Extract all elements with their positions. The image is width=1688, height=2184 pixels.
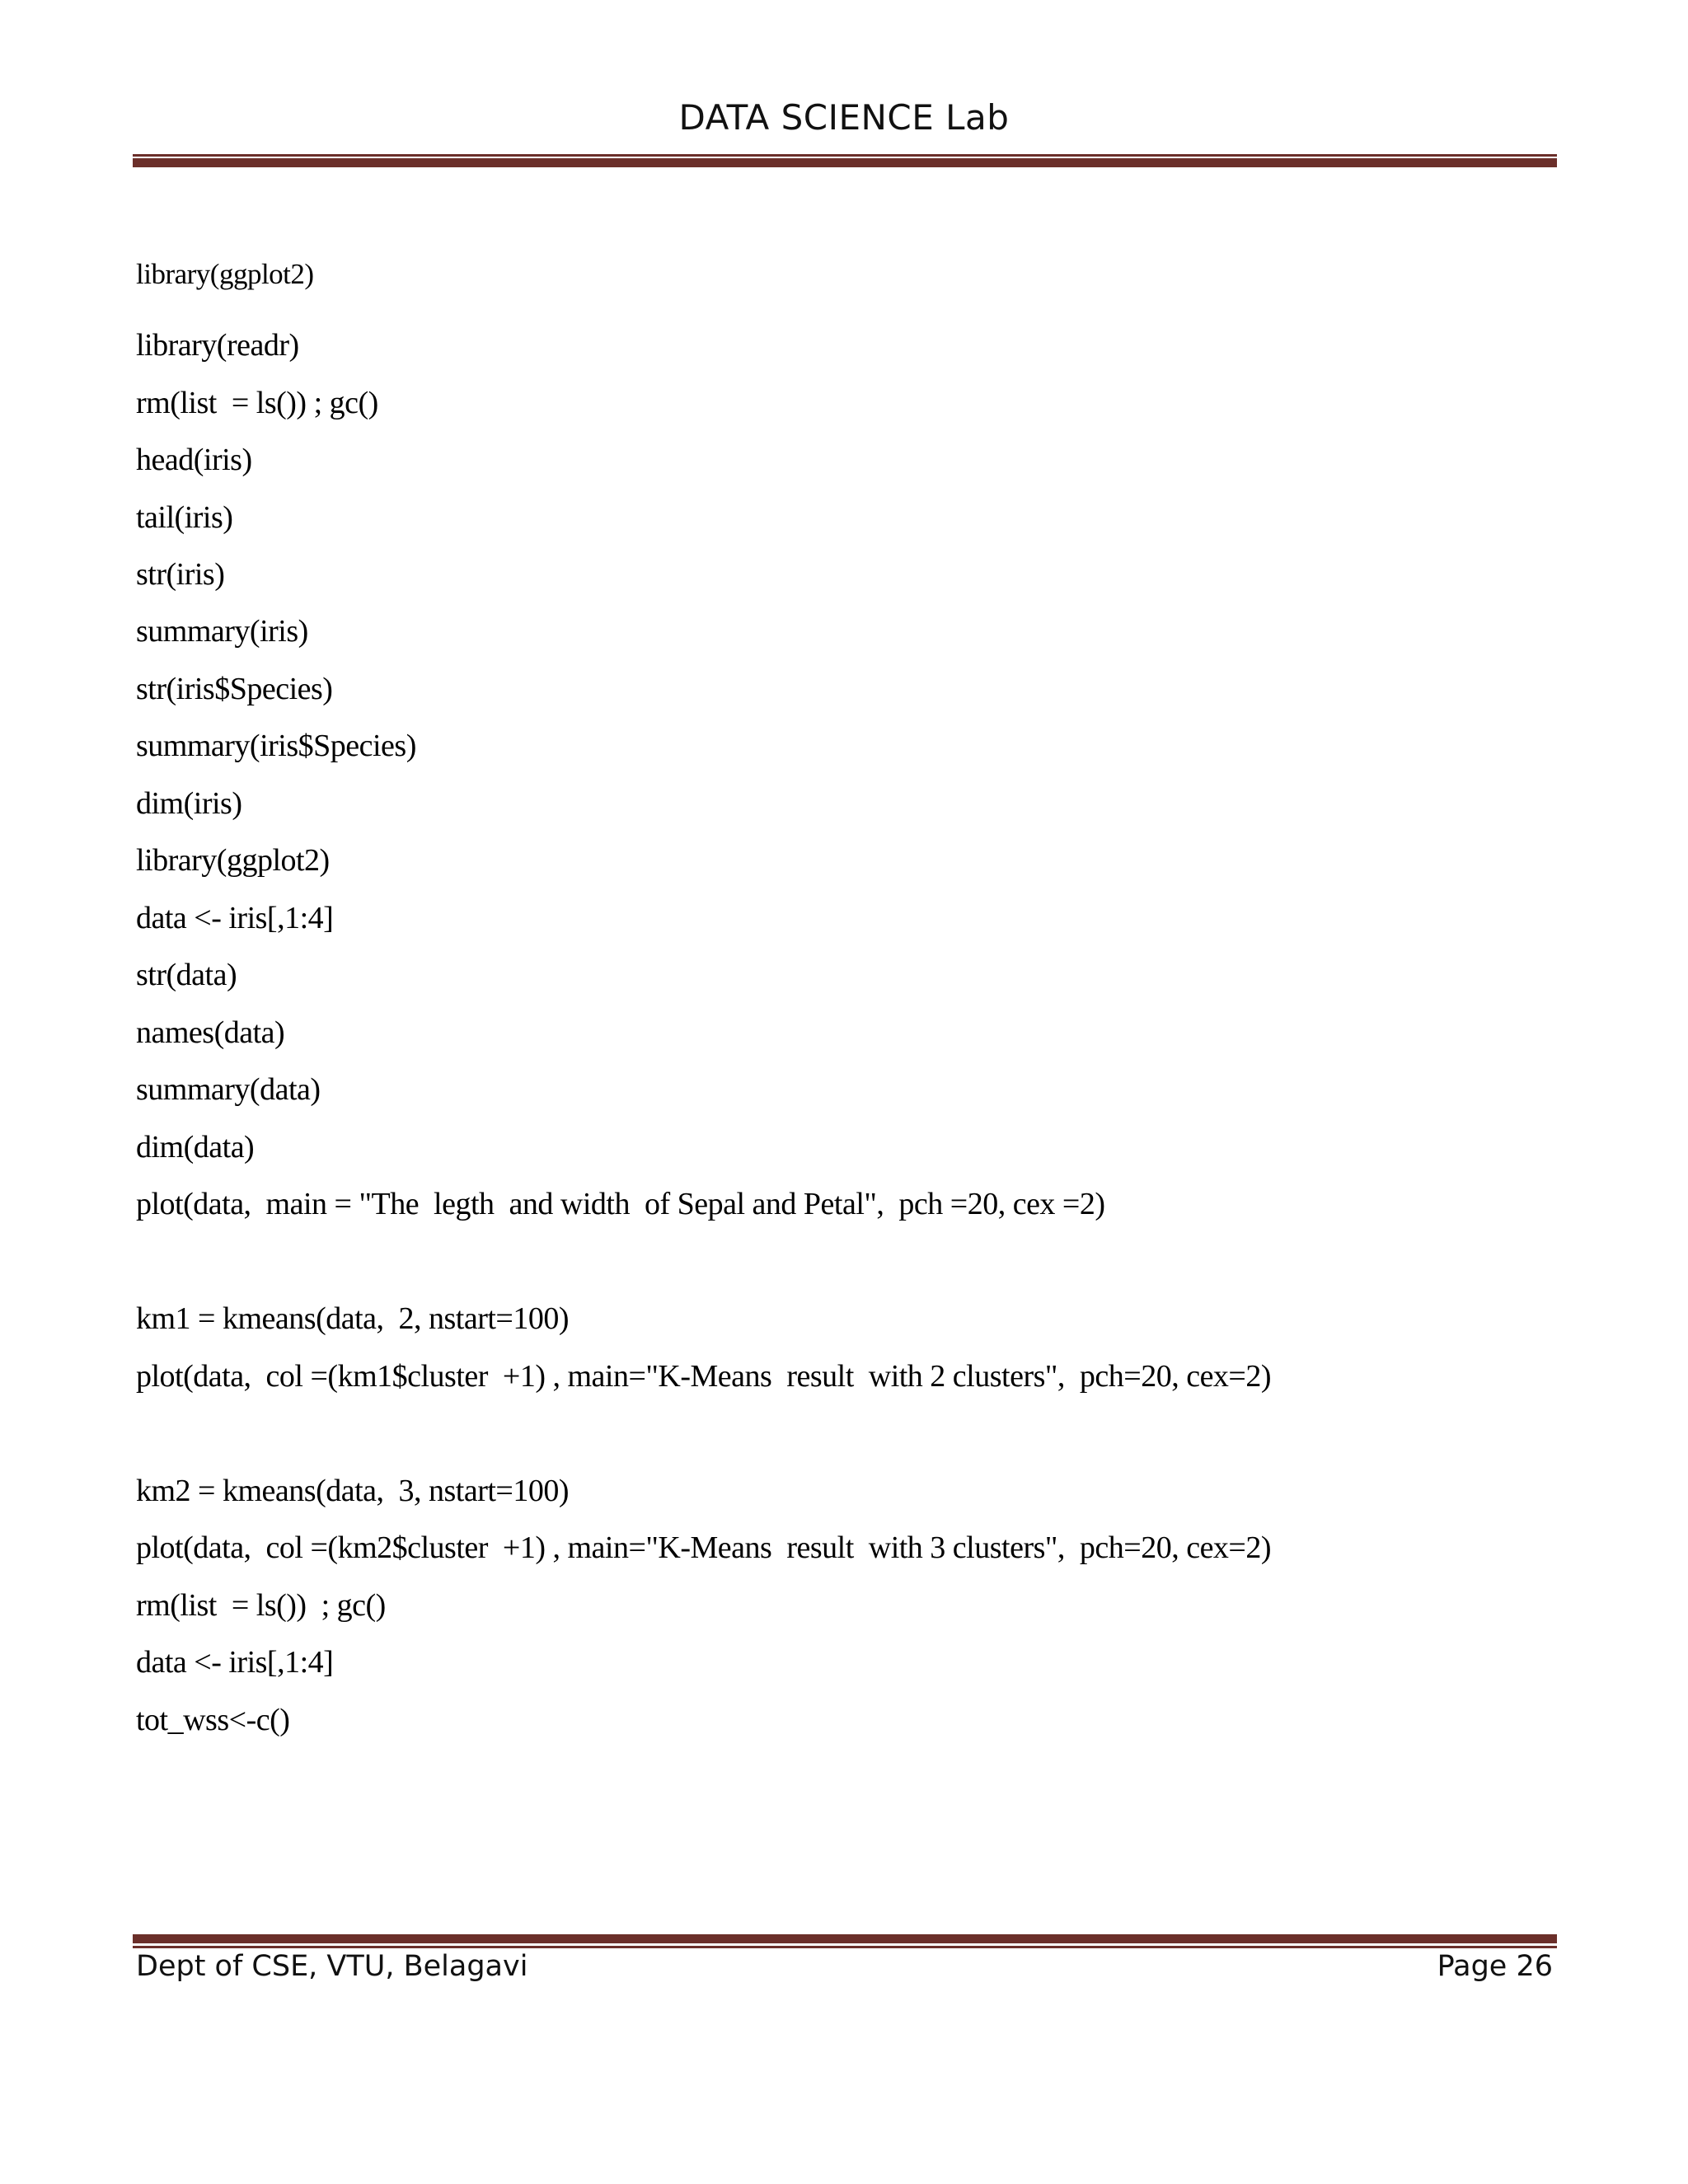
code-line: plot(data, col =(km2$cluster +1) , main="K-Means result with 3 clusters", pch=20, cex=2) [136,1530,1272,1565]
code-line: str(iris$Species) [136,672,333,706]
code-line: summary(iris) [136,614,308,649]
code-line: data <- iris[,1:4] [136,1645,334,1680]
code-line: str(data) [136,958,237,992]
code-line: tail(iris) [136,500,233,535]
code-line: plot(data, col =(km1$cluster +1) , main="K-Means result with 2 clusters", pch=20, cex=2) [136,1359,1272,1394]
code-line: library(readr) [136,328,299,363]
code-line: data <- iris[,1:4] [136,901,334,935]
code-line: km2 = kmeans(data, 3, nstart=100) [136,1474,570,1508]
code-line: library(ggplot2) [136,258,314,290]
code-line: summary(iris$Species) [136,729,416,763]
code-line: library(ggplot2) [136,843,330,878]
code-line: rm(list = ls()) ; gc() [136,386,378,420]
code-line: km1 = kmeans(data, 2, nstart=100) [136,1301,570,1336]
code-line: dim(iris) [136,786,242,821]
code-line: tot_wss<-c() [136,1703,290,1737]
header-rule-thick [133,158,1557,167]
code-line: dim(data) [136,1130,255,1165]
code-line: plot(data, main = "The legth and width of Sepal and Petal", pch =20, cex =2) [136,1187,1105,1221]
footer-department: Dept of CSE, VTU, Belagavi [136,1950,528,1983]
code-line: head(iris) [136,443,252,477]
footer-page-number: Page 26 [1437,1950,1553,1983]
footer-rule-thick [133,1934,1557,1943]
code-line: names(data) [136,1015,285,1050]
code-line: str(iris) [136,557,225,592]
header-rule-thin [133,154,1557,157]
code-line: summary(data) [136,1072,321,1107]
page-header-title: DATA SCIENCE Lab [678,97,1010,138]
footer-rule-thin [133,1946,1557,1948]
code-line: rm(list = ls()) ; gc() [136,1588,386,1623]
